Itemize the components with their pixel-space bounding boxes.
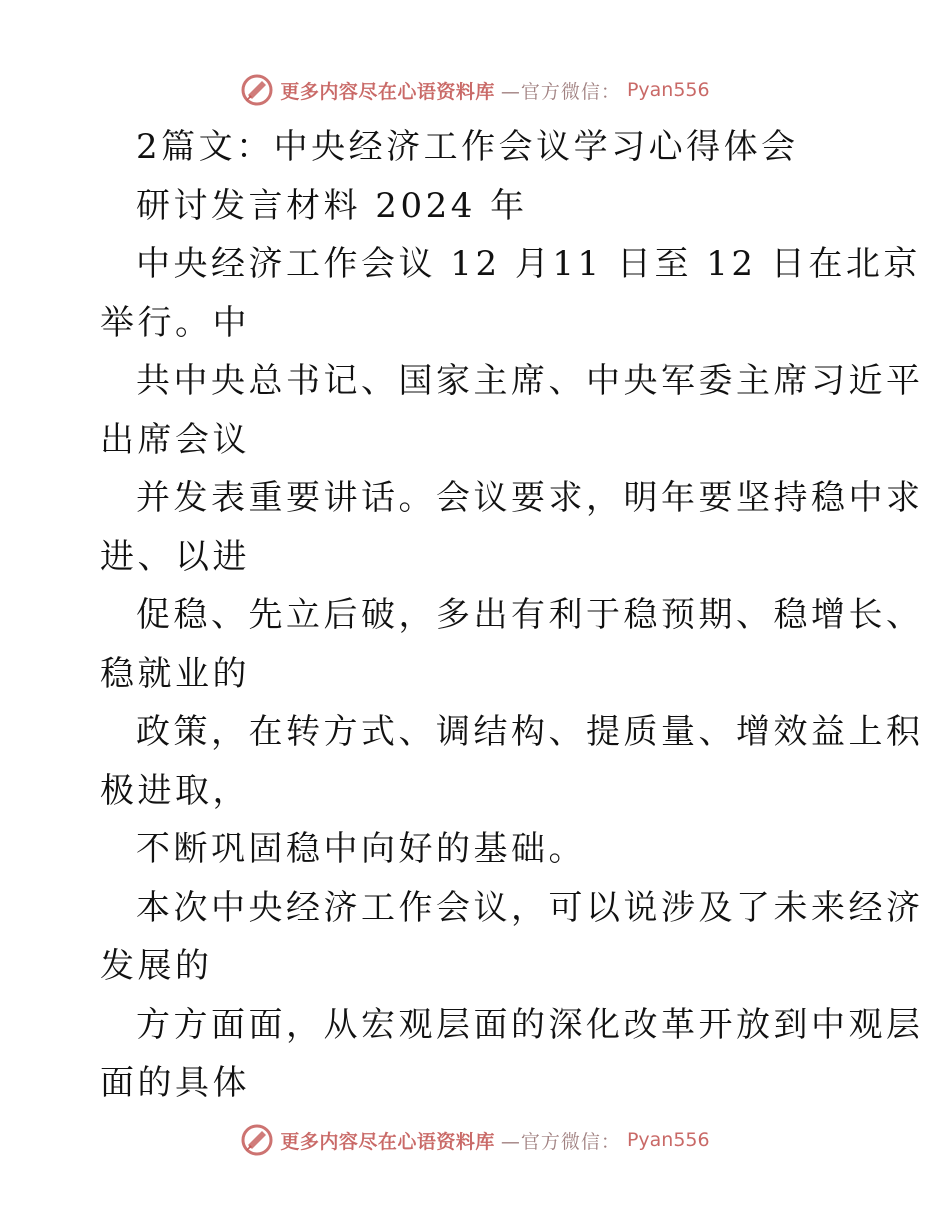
document-line: 发展的 [100,946,213,986]
header-watermark-main: 更多内容尽在心语资料库 [280,80,495,103]
header-watermark [0,70,950,110]
pen-logo-icon [240,73,274,107]
document-line: 促稳、先立后破，多出有利于稳预期、稳增长、 [136,595,924,635]
document-line: 举行。中 [100,302,250,343]
footer-watermark-wechat: Pyan556 [626,1129,710,1151]
header-watermark-wechat: Pyan556 [626,79,710,101]
document-line: 方方面面，从宏观层面的深化改革开放到中观层 [136,1004,924,1045]
document-line: 不断巩固稳中向好的基础。 [136,829,586,869]
document-line: 中央经济工作会议 12 月11 日至 12 日在北京 [136,244,921,284]
document-line: 政策，在转方式、调结构、提质量、增效益上积 [136,712,924,752]
footer-watermark-sub: —官方微信： [500,1130,621,1153]
pen-logo-icon [240,1123,274,1157]
document-line: 面的具体 [100,1063,250,1103]
document-line: 本次中央经济工作会议，可以说涉及了未来经济 [136,887,924,928]
document-line: 稳就业的 [100,653,250,694]
document-line: 2篇文：中央经济工作会议学习心得体会 [136,127,799,167]
document-line: 共中央总书记、国家主席、中央军委主席习近平 [136,361,924,401]
document-line: 出席会议 [100,419,250,460]
header-watermark-sub: —官方微信： [500,80,621,103]
document-line: 极进取， [100,770,250,811]
footer-watermark-main: 更多内容尽在心语资料库 [280,1130,495,1153]
document-line: 并发表重要讲话。会议要求，明年要坚持稳中求 [136,478,924,518]
document-line: 研讨发言材料 2024 年 [136,185,528,226]
footer-watermark [0,1120,950,1160]
document-body [100,118,924,1113]
document-line: 进、以进 [100,536,250,577]
